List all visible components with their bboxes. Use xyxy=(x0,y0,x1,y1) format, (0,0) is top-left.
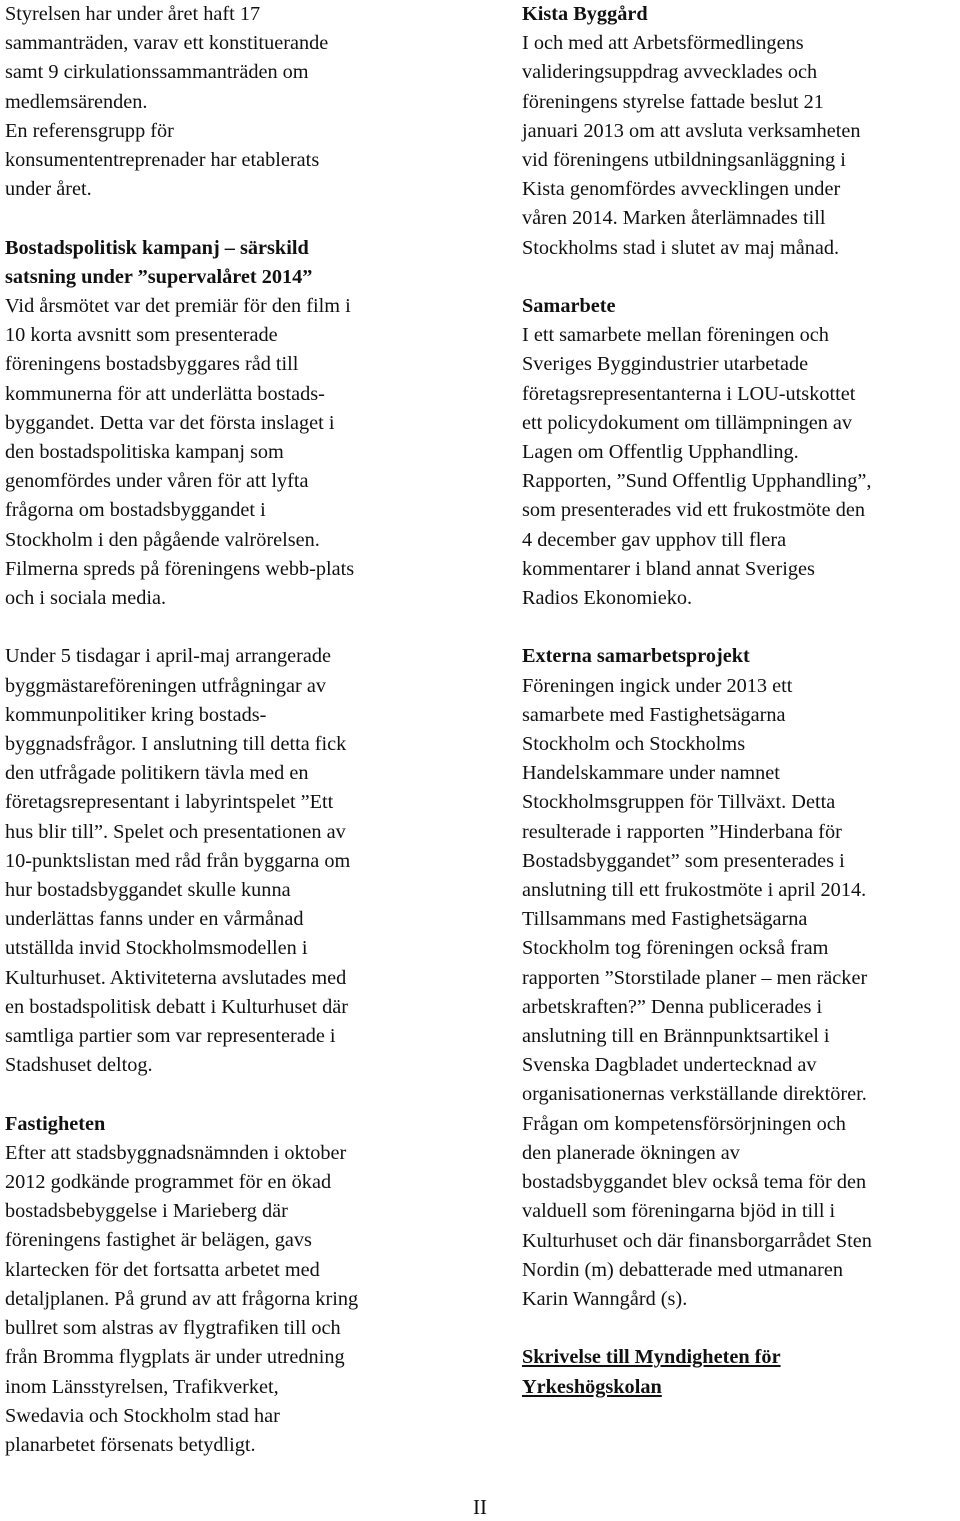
text-line: anslutning till ett frukostmöte i april 2014. xyxy=(522,879,867,902)
text-line: en bostadspolitisk debatt i Kulturhuset där xyxy=(5,995,349,1018)
text-line: under året. xyxy=(5,178,92,201)
text-line: Handelskammare under namnet xyxy=(522,762,780,785)
text-line: valduell som föreningarna bjöd in till i xyxy=(522,1200,836,1223)
text-line: utställda invid Stockholmsmodellen i xyxy=(5,937,308,960)
text-line: vid föreningens utbildningsanläggning i xyxy=(522,149,846,172)
text-line: Vid årsmötet var det premiär för den film i xyxy=(5,295,351,318)
hearings-paragraph xyxy=(5,642,457,1080)
campaign-section xyxy=(5,234,457,614)
text-line: Tillsammans med Fastighetsägarna xyxy=(522,908,808,931)
text-line: Radios Ekonomieko. xyxy=(522,587,693,610)
text-line: samarbete med Fastighetsägarna xyxy=(522,703,786,726)
text-line: företagsrepresentanterna i LOU-utskottet xyxy=(522,382,856,405)
text-line: Stockholmsgruppen för Tillväxt. Detta xyxy=(522,791,836,814)
text-line: resulterade i rapporten ”Hinderbana för xyxy=(522,820,842,843)
text-line: Stockholms stad i slutet av maj månad. xyxy=(522,236,840,259)
text-line: Filmerna spreds på föreningens webb-plats xyxy=(5,557,355,580)
text-line: kommunerna för att underlätta bostads- xyxy=(5,382,325,405)
text-line: inom Länsstyrelsen, Trafikverket, xyxy=(5,1375,279,1398)
text-line: föreningens bostadsbyggares råd till xyxy=(5,353,299,376)
text-line: planarbetet försenats betydligt. xyxy=(5,1433,256,1456)
text-line: Under 5 tisdagar i april-maj arrangerade xyxy=(5,645,332,668)
text-line: Efter att stadsbyggnadsnämnden i oktober xyxy=(5,1141,347,1164)
property-heading: Fastigheten xyxy=(5,1112,106,1135)
text-line: anslutning till en Brännpunktsartikel i xyxy=(522,1025,830,1048)
text-line: Lagen om Offentlig Upphandling. xyxy=(522,441,799,464)
text-line: Svenska Dagbladet undertecknad av xyxy=(522,1054,817,1077)
text-line: byggmästareföreningen utfrågningar av xyxy=(5,674,326,697)
text-line: medlemsärenden. xyxy=(5,90,148,113)
campaign-heading: Bostadspolitisk kampanj – särskild xyxy=(5,236,309,259)
text-line: Kista genomfördes avvecklingen under xyxy=(522,178,841,201)
letter-heading: Skrivelse till Myndigheten för xyxy=(522,1346,781,1369)
text-line: arbetskraften?” Denna publicerades i xyxy=(522,995,823,1018)
text-line: rapporten ”Storstilade planer – men räcker xyxy=(522,966,868,989)
text-line: Styrelsen har under året haft 17 xyxy=(5,3,261,25)
text-line: I ett samarbete mellan föreningen och xyxy=(522,324,829,347)
text-line: 2012 godkände programmet för en ökad xyxy=(5,1171,332,1194)
text-line: Bostadsbyggandet” som presenterades i xyxy=(522,849,845,872)
reference-group-paragraph xyxy=(5,117,457,205)
text-line: valideringsuppdrag avvecklades och xyxy=(522,61,818,84)
text-line: I och med att Arbetsförmedlingens xyxy=(522,32,804,55)
text-line: Karin Wanngård (s). xyxy=(522,1287,688,1310)
kista-heading: Kista Byggård xyxy=(522,3,648,25)
text-line: samt 9 cirkulationssammanträden om xyxy=(5,61,309,84)
text-line: Frågan om kompetensförsörjningen och xyxy=(522,1112,846,1135)
letter-heading: Yrkeshögskolan xyxy=(522,1375,662,1398)
text-line: underlättas fanns under en vårmånad xyxy=(5,908,304,931)
text-line: ett policydokument om tillämpningen av xyxy=(522,411,853,434)
text-line: organisationernas verkställande direktörer. xyxy=(522,1083,867,1106)
page-number: II xyxy=(473,1495,487,1519)
text-line: 10-punktslistan med råd från byggarna om xyxy=(5,849,351,872)
text-line: byggnadsfrågor. I anslutning till detta fick xyxy=(5,733,347,756)
text-line: föreningens styrelse fattade beslut 21 xyxy=(522,90,824,113)
text-line: Swedavia och Stockholm stad har xyxy=(5,1404,280,1427)
text-line: Rapporten, ”Sund Offentlig Upphandling”, xyxy=(522,470,872,493)
property-section xyxy=(5,1110,457,1460)
text-line: samtliga partier som var representerade i xyxy=(5,1025,336,1048)
right-column xyxy=(522,0,958,1402)
text-line: genomfördes under våren för att lyfta xyxy=(5,470,309,493)
text-line: Stadshuset deltog. xyxy=(5,1054,153,1077)
text-line: hur bostadsbyggandet skulle kunna xyxy=(5,879,291,902)
text-line: den planerade ökningen av xyxy=(522,1141,740,1164)
cooperation-heading: Samarbete xyxy=(522,295,616,318)
external-projects-section xyxy=(522,642,958,1314)
text-line: den bostadspolitiska kampanj som xyxy=(5,441,284,464)
text-line: 4 december gav upphov till flera xyxy=(522,528,787,551)
text-line: Kulturhuset och där finansborgarrådet Sten xyxy=(522,1229,872,1252)
text-line: som presenterades vid ett frukostmöte den xyxy=(522,499,865,522)
text-line: hus blir till”. Spelet och presentationen av xyxy=(5,820,346,843)
text-line: våren 2014. Marken återlämnades till xyxy=(522,207,826,230)
text-line: En referensgrupp för xyxy=(5,119,174,142)
external-projects-heading: Externa samarbetsprojekt xyxy=(522,645,750,668)
text-line: Stockholm och Stockholms xyxy=(522,733,746,756)
text-line: från Bromma flygplats är under utredning xyxy=(5,1346,345,1369)
text-line: byggandet. Detta var det första inslaget i xyxy=(5,411,335,434)
text-line: den utfrågade politikern tävla med en xyxy=(5,762,309,785)
text-line: företagsrepresentant i labyrintspelet ”Ett xyxy=(5,791,334,814)
text-line: frågorna om bostadsbyggandet i xyxy=(5,499,266,522)
text-line: klartecken för det fortsatta arbetet med xyxy=(5,1258,320,1281)
text-line: bostadsbebyggelse i Marieberg där xyxy=(5,1200,288,1223)
cooperation-section xyxy=(522,292,958,613)
text-line: kommentarer i bland annat Sveriges xyxy=(522,557,815,580)
board-meetings-paragraph xyxy=(5,0,457,117)
left-column xyxy=(5,0,457,1460)
text-line: sammanträden, varav ett konstituerande xyxy=(5,32,329,55)
campaign-heading: satsning under ”supervalåret 2014” xyxy=(5,265,313,288)
text-line: föreningens fastighet är belägen, gavs xyxy=(5,1229,312,1252)
text-line: Sveriges Byggindustrier utarbetade xyxy=(522,353,809,376)
kista-section xyxy=(522,0,958,263)
text-line: kommunpolitiker kring bostads- xyxy=(5,703,267,726)
letter-section xyxy=(522,1343,958,1401)
text-line: Kulturhuset. Aktiviteterna avslutades med xyxy=(5,966,347,989)
text-line: bostadsbyggandet blev också tema för den xyxy=(522,1171,867,1194)
text-line: bullret som alstras av flygtrafiken till och xyxy=(5,1317,341,1340)
text-line: och i sociala media. xyxy=(5,587,167,610)
text-line: detaljplanen. På grund av att frågorna kring xyxy=(5,1287,359,1310)
text-line: januari 2013 om att avsluta verksamheten xyxy=(522,119,861,142)
text-line: Stockholm tog föreningen också fram xyxy=(522,937,829,960)
text-line: 10 korta avsnitt som presenterade xyxy=(5,324,278,347)
text-line: Föreningen ingick under 2013 ett xyxy=(522,674,793,697)
text-line: Stockholm i den pågående valrörelsen. xyxy=(5,528,320,551)
text-line: konsumententreprenader har etablerats xyxy=(5,149,320,172)
text-line: Nordin (m) debatterade med utmanaren xyxy=(522,1258,843,1281)
